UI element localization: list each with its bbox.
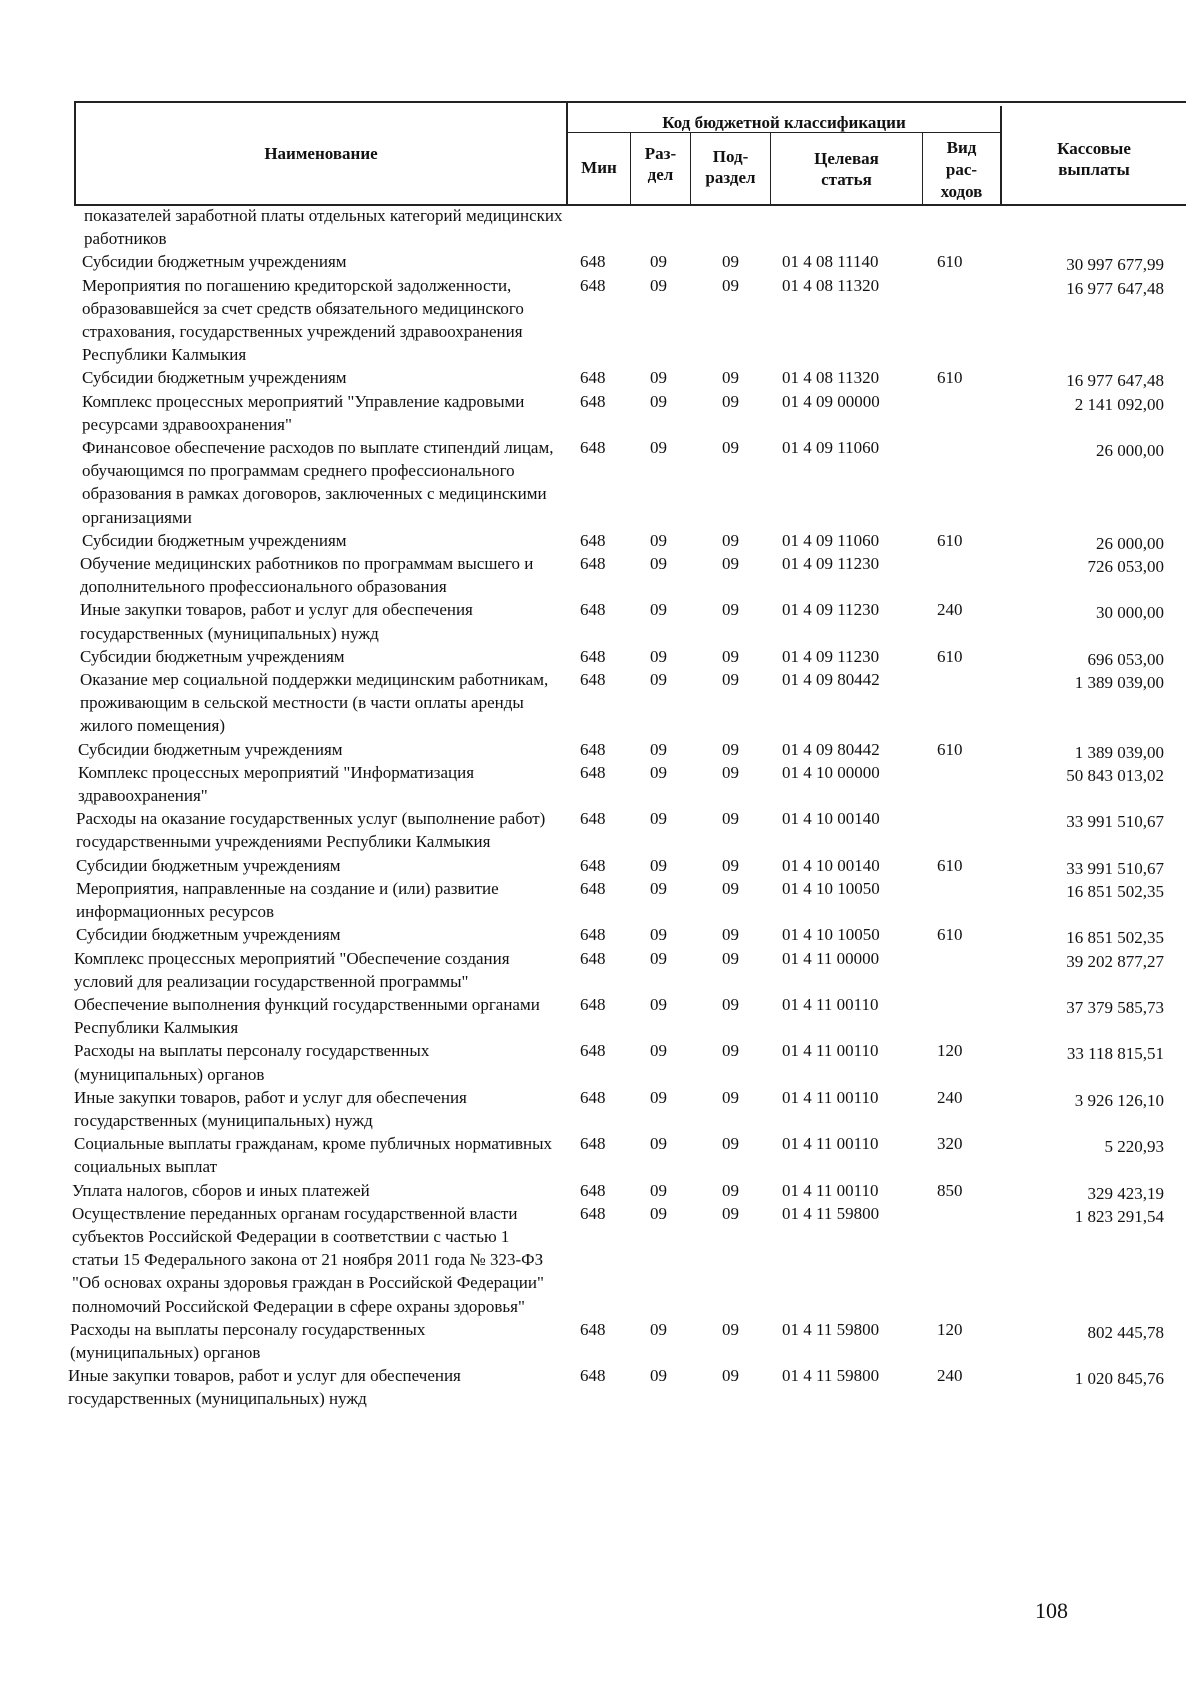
row-podrazdel: 09: [722, 1180, 739, 1200]
row-kassovye-vyplaty: 33 991 510,67: [1066, 858, 1164, 878]
row-name: Осуществление переданных органам государственной власти субъектов Российской Федерации в соответствии с частью 1 статьи 15 Федерального закона от 21 ноября 2011 года № 323-ФЗ "Об основах охраны здоровья граждан в Российской Федерации" полномочий Российской Федерации в сфере охраны здоровья": [72, 1203, 544, 1316]
header-celevaya-line1: Целевая: [814, 149, 879, 168]
row-name: Субсидии бюджетным учреждениям: [78, 739, 343, 759]
row-kassovye-vyplaty: 26 000,00: [1096, 533, 1164, 553]
table-row: [0, 366, 1200, 389]
header-vid-line2: рас-: [945, 160, 978, 179]
row-razdel: 09: [650, 391, 667, 411]
row-podrazdel: 09: [722, 646, 739, 666]
row-name: Уплата налогов, сборов и иных платежей: [72, 1180, 370, 1200]
table-row: [0, 854, 1200, 877]
row-kassovye-vyplaty: 37 379 585,73: [1066, 997, 1164, 1017]
row-kassovye-vyplaty: 1 389 039,00: [1074, 742, 1164, 762]
row-razdel: 09: [650, 1041, 667, 1061]
row-name: Мероприятия, направленные на создание и (или) развитие информационных ресурсов: [76, 878, 499, 922]
row-vid-rashodov: 610: [937, 925, 963, 945]
row-min: 648: [580, 925, 606, 945]
header-podrazdel-line2: раздел: [705, 168, 756, 187]
row-cel-statya: 01 4 09 11230: [782, 600, 880, 620]
row-podrazdel: 09: [722, 368, 739, 388]
row-razdel: 09: [650, 948, 667, 968]
row-kassovye-vyplaty: 16 977 647,48: [1066, 278, 1164, 298]
table-row: [0, 390, 1200, 436]
table-row: [0, 1039, 1200, 1085]
row-min: 648: [580, 1203, 606, 1223]
row-razdel: 09: [650, 762, 667, 782]
row-cel-statya: 01 4 11 00000: [782, 948, 880, 968]
table-row: [0, 274, 1200, 367]
header-vid-line1: Вид: [946, 138, 977, 157]
row-min: 648: [580, 878, 606, 898]
row-kassovye-vyplaty: 39 202 877,27: [1066, 951, 1164, 971]
header-celevaya-line2: статья: [821, 170, 872, 189]
row-vid-rashodov: 610: [937, 855, 963, 875]
row-razdel: 09: [650, 1087, 667, 1107]
row-cel-statya: 01 4 10 00140: [782, 855, 880, 875]
row-podrazdel: 09: [722, 252, 739, 272]
row-name: Комплекс процессных мероприятий "Обеспечение создания условий для реализации государственной программы": [74, 948, 510, 991]
row-razdel: 09: [650, 530, 667, 550]
row-podrazdel: 09: [722, 600, 739, 620]
row-min: 648: [580, 855, 606, 875]
row-kassovye-vyplaty: 33 991 510,67: [1066, 812, 1164, 832]
row-name: Субсидии бюджетным учреждениям: [82, 252, 347, 272]
row-min: 648: [580, 1366, 606, 1386]
row-min: 648: [580, 252, 606, 272]
row-vid-rashodov: 240: [937, 1366, 963, 1386]
table-row: [0, 1179, 1200, 1202]
row-name: Иные закупки товаров, работ и услуг для обеспечения государственных (муниципальных) нужд: [74, 1087, 467, 1130]
header-summa: [1002, 138, 1186, 180]
row-podrazdel: 09: [722, 1041, 739, 1061]
table-row: [0, 807, 1200, 853]
row-name: Комплекс процессных мероприятий "Информатизация здравоохранения": [78, 762, 475, 806]
row-podrazdel: 09: [722, 878, 739, 898]
row-cel-statya: 01 4 09 80442: [782, 739, 880, 759]
row-cel-statya: 01 4 09 00000: [782, 391, 880, 411]
row-min: 648: [580, 368, 606, 388]
row-kassovye-vyplaty: 50 843 013,02: [1066, 765, 1164, 785]
table-row: [0, 529, 1200, 552]
row-vid-rashodov: 120: [937, 1319, 963, 1339]
row-razdel: 09: [650, 275, 667, 295]
row-min: 648: [580, 1087, 606, 1107]
row-name: Финансовое обеспечение расходов по выплате стипендий лицам, обучающимся по программам среднего профессионального образования в рамках договоров, заключенных с медицинскими организациями: [82, 438, 554, 527]
row-kassovye-vyplaty: 696 053,00: [1087, 649, 1164, 669]
row-cel-statya: 01 4 10 10050: [782, 878, 880, 898]
row-razdel: 09: [650, 368, 667, 388]
row-name: Расходы на выплаты персоналу государственных (муниципальных) органов: [74, 1041, 430, 1084]
row-razdel: 09: [650, 878, 667, 898]
row-razdel: 09: [650, 670, 667, 690]
row-podrazdel: 09: [722, 762, 739, 782]
table-row: [0, 947, 1200, 993]
row-cel-statya: 01 4 11 59800: [782, 1366, 880, 1386]
header-group: Код бюджетной классификации: [662, 113, 906, 132]
row-vid-rashodov: 610: [937, 530, 963, 550]
row-kassovye-vyplaty: 329 423,19: [1087, 1183, 1164, 1203]
table-row: [0, 1318, 1200, 1364]
row-podrazdel: 09: [722, 438, 739, 458]
table-row: [0, 552, 1200, 598]
row-vid-rashodov: 240: [937, 1087, 963, 1107]
row-podrazdel: 09: [722, 739, 739, 759]
row-podrazdel: 09: [722, 809, 739, 829]
row-kassovye-vyplaty: 726 053,00: [1087, 557, 1164, 577]
row-min: 648: [580, 600, 606, 620]
row-razdel: 09: [650, 855, 667, 875]
row-kassovye-vyplaty: 30 000,00: [1096, 603, 1164, 623]
row-razdel: 09: [650, 646, 667, 666]
row-kassovye-vyplaty: 33 118 815,51: [1066, 1044, 1164, 1064]
row-name: Комплекс процессных мероприятий "Управление кадровыми ресурсами здравоохранения": [82, 391, 525, 434]
row-vid-rashodov: 610: [937, 646, 963, 666]
row-min: 648: [580, 1041, 606, 1061]
table-row: [0, 1364, 1200, 1410]
row-razdel: 09: [650, 809, 667, 829]
row-cel-statya: 01 4 11 00110: [782, 994, 879, 1014]
row-name: показателей заработной платы отдельных категорий медицинских работников: [84, 206, 563, 249]
row-podrazdel: 09: [722, 1134, 739, 1154]
row-min: 648: [580, 530, 606, 550]
row-name: Обучение медицинских работников по программам высшего и дополнительного профессионального образования: [80, 554, 534, 597]
row-min: 648: [580, 1180, 606, 1200]
header-razdel-line1: Раз-: [644, 144, 677, 163]
row-min: 648: [580, 762, 606, 782]
row-min: 648: [580, 646, 606, 666]
row-podrazdel: 09: [722, 670, 739, 690]
row-cel-statya: 01 4 09 11230: [782, 554, 880, 574]
row-razdel: 09: [650, 1366, 667, 1386]
row-razdel: 09: [650, 994, 667, 1014]
row-min: 648: [580, 739, 606, 759]
header-vid-line3: ходов: [940, 182, 983, 201]
row-min: 648: [580, 554, 606, 574]
row-podrazdel: 09: [722, 1319, 739, 1339]
table-row: [0, 250, 1200, 273]
table-row: [0, 1202, 1200, 1318]
row-podrazdel: 09: [722, 275, 739, 295]
row-name: Субсидии бюджетным учреждениям: [80, 646, 345, 666]
row-podrazdel: 09: [722, 994, 739, 1014]
row-kassovye-vyplaty: 1 020 845,76: [1074, 1369, 1164, 1389]
row-kassovye-vyplaty: 3 926 126,10: [1074, 1090, 1164, 1110]
row-min: 648: [580, 275, 606, 295]
row-cel-statya: 01 4 09 11060: [782, 530, 880, 550]
row-razdel: 09: [650, 1180, 667, 1200]
table-row: [0, 668, 1200, 738]
row-razdel: 09: [650, 600, 667, 620]
row-cel-statya: 01 4 09 80442: [782, 670, 880, 690]
header-celevaya: [771, 148, 922, 190]
table-row: [0, 436, 1200, 529]
row-name: Иные закупки товаров, работ и услуг для обеспечения государственных (муниципальных) нужд: [68, 1366, 461, 1409]
row-kassovye-vyplaty: 2 141 092,00: [1074, 394, 1164, 414]
row-kassovye-vyplaty: 5 220,93: [1104, 1137, 1164, 1157]
row-kassovye-vyplaty: 1 389 039,00: [1074, 673, 1164, 693]
row-vid-rashodov: 610: [937, 368, 963, 388]
table-row: [0, 645, 1200, 668]
table-row: [0, 598, 1200, 644]
row-kassovye-vyplaty: 16 851 502,35: [1066, 928, 1164, 948]
row-min: 648: [580, 670, 606, 690]
row-razdel: 09: [650, 438, 667, 458]
row-podrazdel: 09: [722, 948, 739, 968]
table-row: [0, 1132, 1200, 1178]
row-name: Субсидии бюджетным учреждениям: [82, 368, 347, 388]
row-razdel: 09: [650, 739, 667, 759]
header-podrazdel: [691, 146, 770, 188]
row-min: 648: [580, 1319, 606, 1339]
table-row: [0, 738, 1200, 761]
table-row: [0, 877, 1200, 923]
row-razdel: 09: [650, 1203, 667, 1223]
row-razdel: 09: [650, 1134, 667, 1154]
row-razdel: 09: [650, 925, 667, 945]
row-name: Оказание мер социальной поддержки медицинским работникам, проживающим в сельской местности (в части оплаты аренды жилого помещения): [80, 670, 549, 736]
row-cel-statya: 01 4 10 00000: [782, 762, 880, 782]
row-cel-statya: 01 4 08 11320: [782, 368, 880, 388]
row-podrazdel: 09: [722, 1366, 739, 1386]
row-name: Расходы на выплаты персоналу государственных (муниципальных) органов: [70, 1319, 426, 1362]
row-kassovye-vyplaty: 16 977 647,48: [1066, 371, 1164, 391]
row-name: Субсидии бюджетным учреждениям: [76, 925, 341, 945]
row-kassovye-vyplaty: 1 823 291,54: [1074, 1206, 1164, 1226]
row-cel-statya: 01 4 08 11140: [782, 252, 879, 272]
row-vid-rashodov: 120: [937, 1041, 963, 1061]
table-row: [0, 1086, 1200, 1132]
table-row: [0, 923, 1200, 946]
row-podrazdel: 09: [722, 554, 739, 574]
row-razdel: 09: [650, 554, 667, 574]
row-min: 648: [580, 809, 606, 829]
header-razdel: [631, 143, 690, 185]
header-name: Наименование: [264, 144, 378, 163]
row-vid-rashodov: 850: [937, 1180, 963, 1200]
row-podrazdel: 09: [722, 1087, 739, 1107]
row-cel-statya: 01 4 10 10050: [782, 925, 880, 945]
row-cel-statya: 01 4 11 00110: [782, 1041, 879, 1061]
row-podrazdel: 09: [722, 391, 739, 411]
row-razdel: 09: [650, 252, 667, 272]
row-vid-rashodov: 610: [937, 252, 963, 272]
header-razdel-line2: дел: [647, 165, 674, 184]
row-cel-statya: 01 4 11 59800: [782, 1203, 880, 1223]
row-kassovye-vyplaty: 16 851 502,35: [1066, 881, 1164, 901]
row-razdel: 09: [650, 1319, 667, 1339]
row-name: Субсидии бюджетным учреждениям: [82, 530, 347, 550]
row-name: Иные закупки товаров, работ и услуг для обеспечения государственных (муниципальных) нужд: [80, 600, 473, 643]
header-top-border: [74, 101, 1186, 103]
header-vid: [923, 137, 1000, 203]
row-name: Мероприятия по погашению кредиторской задолженности, образовавшейся за счет средств обязательного медицинского страхования, государственных учреждений здравоохранения Республики Калмыкия: [82, 275, 524, 365]
row-cel-statya: 01 4 11 59800: [782, 1319, 880, 1339]
row-kassovye-vyplaty: 802 445,78: [1087, 1322, 1164, 1342]
header-min: Мин: [581, 158, 617, 177]
budget-table-body: [0, 204, 1200, 1411]
table-row: [0, 204, 1200, 250]
row-name: Социальные выплаты гражданам, кроме публичных нормативных социальных выплат: [74, 1134, 553, 1177]
row-cel-statya: 01 4 08 11320: [782, 275, 880, 295]
row-cel-statya: 01 4 10 00140: [782, 809, 880, 829]
row-name: Субсидии бюджетным учреждениям: [76, 855, 341, 875]
row-podrazdel: 09: [722, 855, 739, 875]
table-row: [0, 993, 1200, 1039]
row-min: 648: [580, 1134, 606, 1154]
row-kassovye-vyplaty: 26 000,00: [1096, 441, 1164, 461]
row-podrazdel: 09: [722, 1203, 739, 1223]
header-summa-line2: выплаты: [1058, 160, 1130, 179]
row-cel-statya: 01 4 09 11060: [782, 438, 880, 458]
row-min: 648: [580, 948, 606, 968]
row-cel-statya: 01 4 11 00110: [782, 1180, 879, 1200]
row-kassovye-vyplaty: 30 997 677,99: [1066, 255, 1164, 275]
row-cel-statya: 01 4 09 11230: [782, 646, 880, 666]
row-min: 648: [580, 994, 606, 1014]
row-min: 648: [580, 391, 606, 411]
row-name: Расходы на оказание государственных услуг (выполнение работ) государственными учреждениями Республики Калмыкия: [76, 809, 546, 852]
row-vid-rashodov: 240: [937, 600, 963, 620]
header-summa-line1: Кассовые: [1057, 139, 1131, 158]
row-cel-statya: 01 4 11 00110: [782, 1134, 879, 1154]
row-podrazdel: 09: [722, 530, 739, 550]
row-vid-rashodov: 320: [937, 1134, 963, 1154]
row-podrazdel: 09: [722, 925, 739, 945]
header-podrazdel-line1: Под-: [712, 147, 749, 166]
row-name: Обеспечение выполнения функций государственными органами Республики Калмыкия: [74, 994, 540, 1038]
row-vid-rashodov: 610: [937, 739, 963, 759]
page-number: 108: [1035, 1598, 1068, 1623]
row-min: 648: [580, 438, 606, 458]
row-cel-statya: 01 4 11 00110: [782, 1087, 879, 1107]
table-row: [0, 761, 1200, 807]
